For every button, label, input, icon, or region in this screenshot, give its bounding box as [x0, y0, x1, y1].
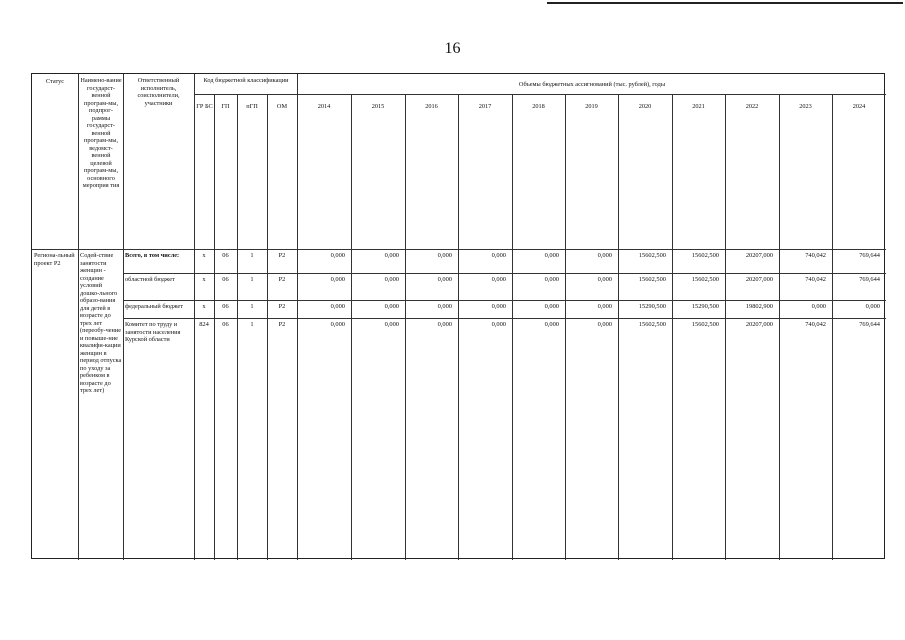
code-pgp: 1	[250, 303, 254, 310]
header-year: 2018	[532, 103, 545, 110]
amount-cell: 15602,500	[638, 276, 666, 283]
amount-cell: 769,644	[859, 252, 880, 259]
amount-cell: 769,644	[859, 321, 880, 328]
column-divider	[351, 94, 352, 560]
code-om: Р2	[278, 252, 286, 259]
amount-cell: 740,042	[805, 321, 826, 328]
program-name-value: Содей-ствие занятости женщин - создание условий дошко-льного образо-вания для детей в возрасте до трех лет (переобу-чение и повыше-ние квалифи-кации женщин в период отпуска по уходу за ребенком в возрасте до трех лет)	[80, 252, 122, 394]
row-divider	[123, 273, 886, 274]
code-grbs: х	[202, 252, 206, 259]
amount-cell: 0,000	[384, 303, 399, 310]
amount-cell: 0,000	[330, 303, 345, 310]
column-divider	[405, 94, 406, 560]
header-responsible: Ответственный исполнитель, соисполнители, участники	[137, 77, 180, 107]
amount-cell: 0,000	[437, 252, 452, 259]
code-gp: 06	[222, 321, 229, 328]
amount-cell: 15602,500	[638, 252, 666, 259]
code-grbs: 824	[199, 321, 209, 328]
budget-table	[31, 73, 885, 559]
column-divider	[78, 74, 79, 560]
header-code-group: Код бюджетной классификации	[203, 77, 289, 84]
header-year: 2022	[745, 103, 759, 110]
amount-cell: 0,000	[491, 321, 506, 328]
header-year: 2024	[852, 103, 866, 110]
amount-cell: 0,000	[437, 303, 452, 310]
column-divider	[458, 94, 459, 560]
amount-cell: 0,000	[491, 252, 506, 259]
participant-label: Всего, в том числе:	[125, 252, 180, 259]
code-grbs: х	[202, 276, 206, 283]
header-pgp: пГП	[246, 103, 258, 110]
amount-cell: 15602,500	[691, 321, 719, 328]
header-year: 2020	[638, 103, 652, 110]
amount-cell: 740,042	[805, 252, 826, 259]
code-gp: 06	[222, 303, 229, 310]
column-divider	[618, 94, 619, 560]
code-om: Р2	[278, 303, 286, 310]
amount-cell: 20207,000	[745, 321, 773, 328]
code-om: Р2	[278, 276, 286, 283]
amount-cell: 20207,000	[745, 276, 773, 283]
header-year: 2015	[371, 103, 385, 110]
amount-cell: 0,000	[597, 252, 612, 259]
code-grbs: х	[202, 303, 206, 310]
participant-label: федеральный бюджет	[125, 303, 183, 310]
code-gp: 06	[222, 252, 229, 259]
column-divider	[832, 94, 833, 560]
code-gp: 06	[222, 276, 229, 283]
amount-cell: 0,000	[544, 276, 559, 283]
amount-cell: 15290,500	[691, 303, 719, 310]
amount-cell: 20207,000	[745, 252, 773, 259]
amount-cell: 19802,900	[745, 303, 773, 310]
amount-cell: 0,000	[384, 276, 399, 283]
amount-cell: 740,042	[805, 276, 826, 283]
amount-cell: 15290,500	[638, 303, 666, 310]
amount-cell: 0,000	[544, 321, 559, 328]
amount-cell: 0,000	[597, 321, 612, 328]
code-pgp: 1	[250, 321, 254, 328]
amount-cell: 0,000	[491, 303, 506, 310]
amount-cell: 0,000	[491, 276, 506, 283]
column-divider	[779, 94, 780, 560]
amount-cell: 0,000	[437, 276, 452, 283]
column-divider	[194, 74, 195, 560]
amount-cell: 0,000	[811, 303, 826, 310]
amount-cell: 0,000	[544, 252, 559, 259]
status-value: Региона-льный проект Р2	[34, 252, 75, 267]
code-pgp: 1	[250, 276, 254, 283]
header-divider	[32, 249, 886, 250]
header-year: 2016	[425, 103, 438, 110]
header-gp: ГП	[221, 103, 230, 110]
amount-cell: 0,000	[597, 276, 612, 283]
amount-cell: 0,000	[437, 321, 452, 328]
header-name: Наимено-вание государст-венной програм-мы, подпрог-раммы государст-венной програм-мы, ведомст-венной целевой програм-мы, основного мероприя тия	[80, 77, 122, 189]
amount-cell: 0,000	[544, 303, 559, 310]
participant-label: областной бюджет	[125, 276, 175, 283]
amount-cell: 15602,500	[638, 321, 666, 328]
code-pgp: 1	[250, 252, 254, 259]
header-year: 2021	[692, 103, 705, 110]
row-divider	[123, 300, 886, 301]
header-status: Статус	[45, 78, 65, 85]
page-number: 16	[444, 40, 461, 57]
amount-cell: 0,000	[384, 252, 399, 259]
code-om: Р2	[278, 321, 286, 328]
header-year: 2023	[799, 103, 812, 110]
top-rule	[547, 2, 903, 4]
amount-cell: 0,000	[330, 276, 345, 283]
amount-cell: 0,000	[597, 303, 612, 310]
header-year: 2014	[317, 103, 331, 110]
column-divider	[123, 74, 124, 560]
amount-cell: 15602,500	[691, 276, 719, 283]
amount-cell: 769,644	[859, 276, 880, 283]
header-grbs: ГР БС	[196, 103, 213, 110]
column-divider	[565, 94, 566, 560]
amount-cell: 0,000	[330, 321, 345, 328]
amount-cell: 0,000	[384, 321, 399, 328]
column-divider	[512, 94, 513, 560]
column-divider	[725, 94, 726, 560]
column-divider	[672, 94, 673, 560]
amount-cell: 0,000	[330, 252, 345, 259]
participant-label: Комитет по труду и занятости населения Курской области	[125, 321, 181, 343]
amount-cell: 15602,500	[691, 252, 719, 259]
column-divider	[297, 74, 298, 560]
subheader-divider	[194, 94, 886, 95]
amount-cell: 0,000	[865, 303, 880, 310]
row-divider	[123, 318, 886, 319]
header-year: 2017	[478, 103, 492, 110]
header-year: 2019	[585, 103, 598, 110]
header-volumes: Объемы бюджетных ассигнований (тыс. рублей), годы	[518, 81, 666, 88]
header-om: ОМ	[276, 103, 288, 110]
